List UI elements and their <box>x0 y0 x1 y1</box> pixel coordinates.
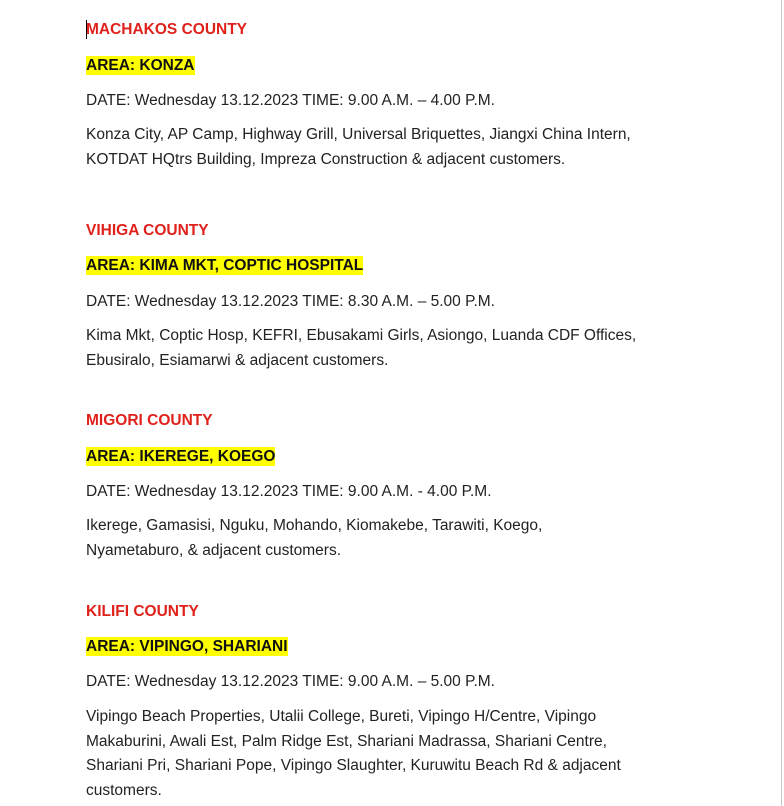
affected-areas-text <box>86 324 726 373</box>
affected-areas-line: Shariani Pri, Shariani Pope, Vipingo Slaughter, Kuruwitu Beach Rd & adjacent <box>86 757 621 774</box>
date-time-line: DATE: Wednesday 13.12.2023 TIME: 9.00 A.M. – 5.00 P.M. <box>86 673 495 690</box>
date-time-line: DATE: Wednesday 13.12.2023 TIME: 9.00 A.M. – 4.00 P.M. <box>86 92 495 109</box>
county-heading: MACHAKOS COUNTY <box>86 21 248 38</box>
outage-section-vihiga <box>86 221 726 381</box>
affected-areas-line: Makaburini, Awali Est, Palm Ridge Est, Shariani Madrassa, Shariani Centre, <box>86 732 607 750</box>
affected-areas-line: Kima Mkt, Coptic Hosp, KEFRI, Ebusakami Girls, Asiongo, Luanda CDF Offices, <box>86 327 637 344</box>
affected-areas-line: Ebusiralo, Esiamarwi & adjacent customers. <box>86 351 389 369</box>
date-time-line: DATE: Wednesday 13.12.2023 TIME: 8.30 A.M. – 5.00 P.M. <box>86 293 495 310</box>
county-heading: VIHIGA COUNTY <box>86 222 209 239</box>
affected-areas-line: Ikerege, Gamasisi, Nguku, Mohando, Kiomakebe, Tarawiti, Koego, <box>86 517 543 534</box>
outage-section-migori <box>86 411 726 571</box>
affected-areas-line: customers. <box>86 781 162 799</box>
outage-section-machakos <box>86 20 726 180</box>
affected-areas-line: Konza City, AP Camp, Highway Grill, Universal Briquettes, Jiangxi China Intern, <box>86 126 631 143</box>
area-heading: AREA: IKEREGE, KOEGO <box>86 448 276 465</box>
page-edge-divider <box>781 0 782 806</box>
date-time-line: DATE: Wednesday 13.12.2023 TIME: 9.00 A.M. - 4.00 P.M. <box>86 483 492 500</box>
affected-areas-text <box>86 514 726 563</box>
county-heading: MIGORI COUNTY <box>86 412 213 429</box>
outage-section-kilifi <box>86 602 726 802</box>
affected-areas-line: KOTDAT HQtrs Building, Impreza Construction & adjacent customers. <box>86 150 566 168</box>
area-heading: AREA: KIMA MKT, COPTIC HOSPITAL <box>86 257 364 274</box>
affected-areas-text <box>86 705 726 803</box>
county-heading: KILIFI COUNTY <box>86 603 199 620</box>
affected-areas-text <box>86 123 726 172</box>
affected-areas-line: Nyametaburo, & adjacent customers. <box>86 541 342 559</box>
area-heading: AREA: VIPINGO, SHARIANI <box>86 638 288 655</box>
area-heading: AREA: KONZA <box>86 57 195 74</box>
affected-areas-line: Vipingo Beach Properties, Utalii College, Bureti, Vipingo H/Centre, Vipingo <box>86 708 597 725</box>
